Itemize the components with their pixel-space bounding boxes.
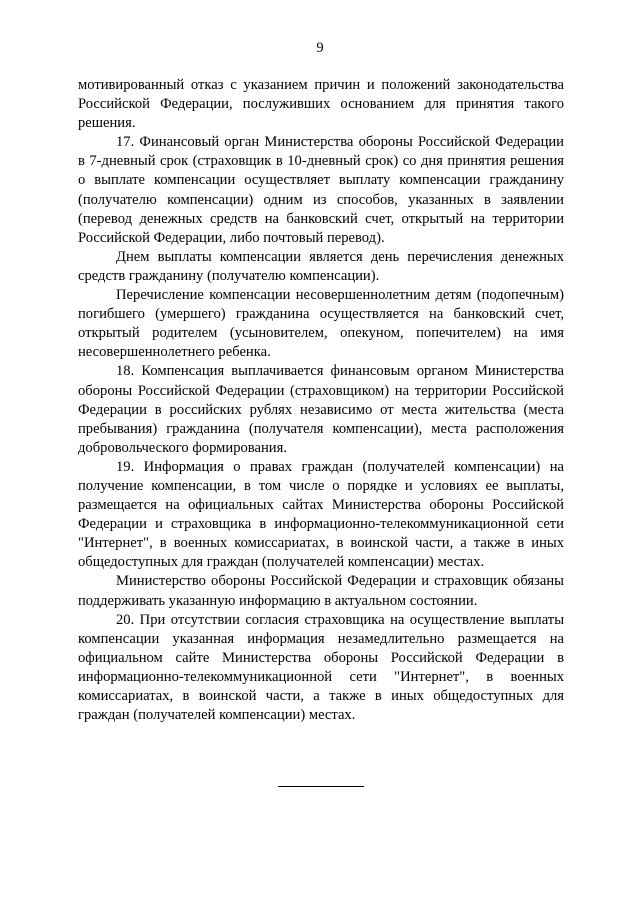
paragraph-payment-day: Днем выплаты компенсации является день перечисления денежных средств гражданину (получателю компенсации). [78, 248, 564, 284]
paragraph-item-18: 18. Компенсация выплачивается финансовым органом Министерства обороны Российской Федерации (страховщиком) на территории Российской Федерации в российских рублях независимо от места жительства (места пребывания) гражданина (получателя компенсации), места расположения добровольческого формирования. [78, 363, 564, 456]
paragraph-refusal-continuation: мотивированный отказ с указанием причин и положений законодательства Российской Федерации, послуживших основанием для принятия такого решения. [78, 77, 564, 132]
document-body [78, 76, 564, 725]
paragraph-item-20: 20. При отсутствии согласия страховщика на осуществление выплаты компенсации указанная информация незамедлительно размещается на официальном сайте Министерства обороны Российской Федерации в информационно-телекоммуникационной сети "Интернет", в военных комиссариатах, в воинской части, а также в иных общедоступных для граждан (получателей компенсации) местах. [78, 611, 564, 724]
paragraph-item-19: 19. Информация о правах граждан (получателей компенсации) на получение компенсации, в том числе о порядке и условиях ее выплаты, размещается на официальных сайтах Министерства обороны Российской Федерации и страховщика в информационно-телекоммуникационной сети "Интернет", в военных комиссариатах, в воинской части, а также в иных общедоступных для граждан (получателей компенсации) местах. [78, 458, 564, 571]
paragraph-item-17: 17. Финансовый орган Министерства обороны Российской Федерации в 7-дневный срок (страховщик в 10-дневный срок) со дня принятия решения о выплате компенсации осуществляет выплату компенсации гражданину (получателю компенсации) одним из способов, указанных в заявлении (перевод денежных средств на банковский счет, открытый на территории Российской Федерации, либо почтовый перевод). [78, 134, 564, 246]
paragraph-minors-transfer: Перечисление компенсации несовершеннолетним детям (подопечным) погибшего (умершего) гражданина осуществляется на банковский счет, открытый родителем (усыновителем, опекуном, попечителем) на имя несовершеннолетнего ребенка. [78, 287, 564, 361]
page-number: 9 [316, 40, 324, 56]
paragraph-info-maintenance: Министерство обороны Российской Федерации и страховщик обязаны поддерживать указанную информацию в актуальном состоянии. [78, 573, 564, 609]
end-separator-line [278, 786, 364, 787]
